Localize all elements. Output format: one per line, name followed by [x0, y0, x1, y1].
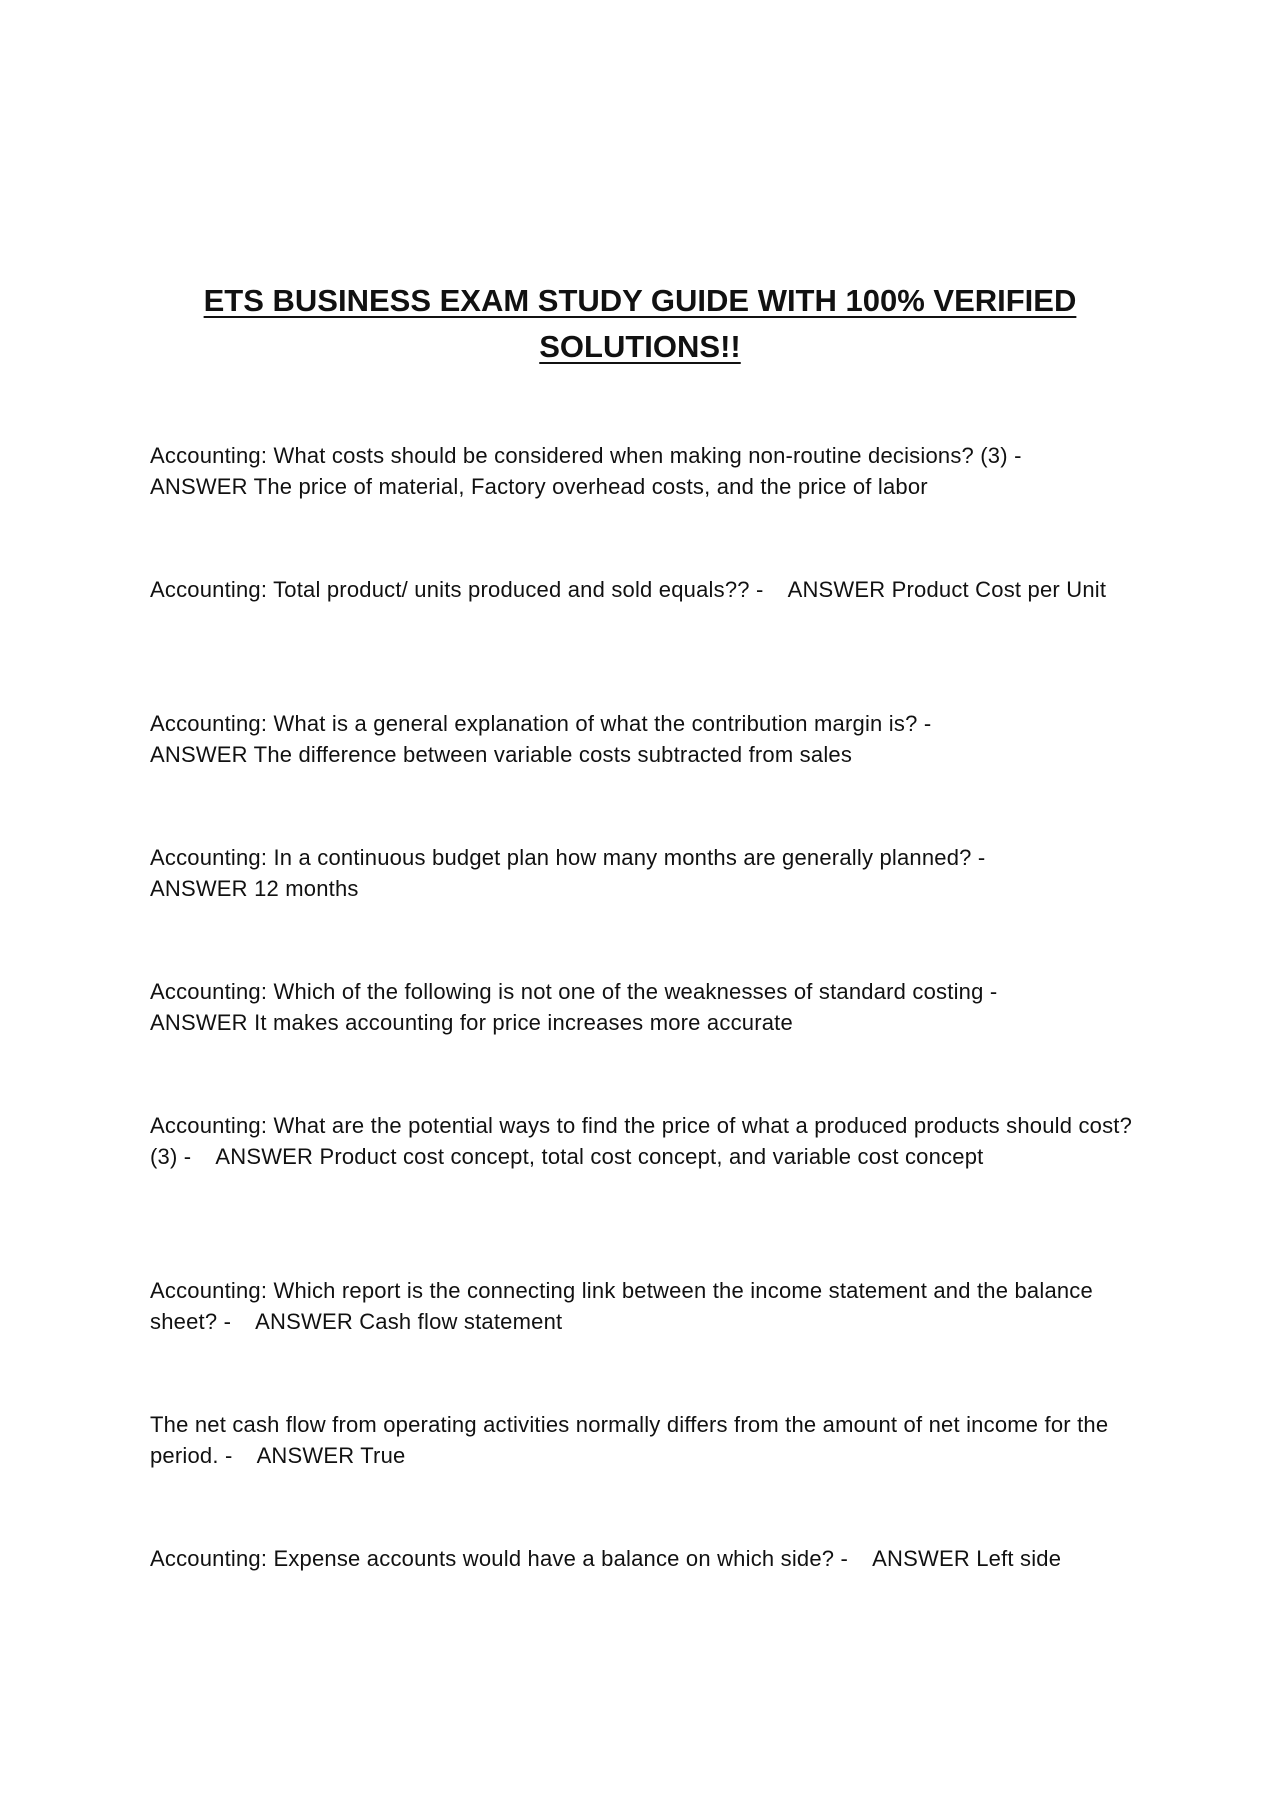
answer-text: ANSWER 12 months [150, 876, 359, 901]
title-line-2 [120, 324, 1160, 370]
answer-text: ANSWER It makes accounting for price increases more accurate [150, 1010, 793, 1035]
question-text: Accounting: Which of the following is not one of the weaknesses of standard costing - [150, 979, 998, 1004]
question-text: Accounting: In a continuous budget plan how many months are generally planned? - [150, 845, 986, 870]
question-text: The net cash flow from operating activities normally differs from the amount of net income for the period. - [150, 1412, 1115, 1468]
question-text: Accounting: What is a general explanation of what the contribution margin is? - [150, 711, 932, 736]
question-text: Accounting: Expense accounts would have a balance on which side? - [150, 1546, 849, 1571]
answer-text: ANSWER The difference between variable costs subtracted from sales [150, 742, 853, 767]
question-text: Accounting: Which report is the connecting link between the income statement and the balance sheet? - [150, 1278, 1100, 1334]
answer-text: ANSWER The price of material, Factory overhead costs, and the price of labor [150, 474, 928, 499]
qa-item [150, 708, 1150, 770]
qa-item [150, 1409, 1150, 1471]
title-line-2-text: SOLUTIONS!! [539, 329, 741, 364]
page-title [120, 278, 1160, 370]
qa-item [150, 440, 1150, 502]
answer-text: ANSWER True [256, 1443, 406, 1468]
answer-text: ANSWER Left side [872, 1546, 1062, 1571]
answer-text: ANSWER Product Cost per Unit [787, 577, 1107, 602]
answer-text: ANSWER Cash flow statement [255, 1309, 563, 1334]
qa-item [150, 976, 1150, 1038]
qa-item [150, 574, 1150, 605]
question-text: Accounting: What are the potential ways to find the price of what a produced products should cost? (3) - [150, 1113, 1139, 1169]
answer-text: ANSWER Product cost concept, total cost concept, and variable cost concept [215, 1144, 984, 1169]
qa-item [150, 1543, 1150, 1574]
question-text: Accounting: What costs should be considered when making non-routine decisions? (3) - [150, 443, 1022, 468]
qa-item [150, 1275, 1150, 1337]
question-text: Accounting: Total product/ units produced and sold equals?? - [150, 577, 764, 602]
title-line-1-text: ETS BUSINESS EXAM STUDY GUIDE WITH 100% VERIFIED [203, 283, 1077, 318]
title-line-1 [120, 278, 1160, 324]
qa-item [150, 1110, 1150, 1172]
qa-item [150, 842, 1150, 904]
